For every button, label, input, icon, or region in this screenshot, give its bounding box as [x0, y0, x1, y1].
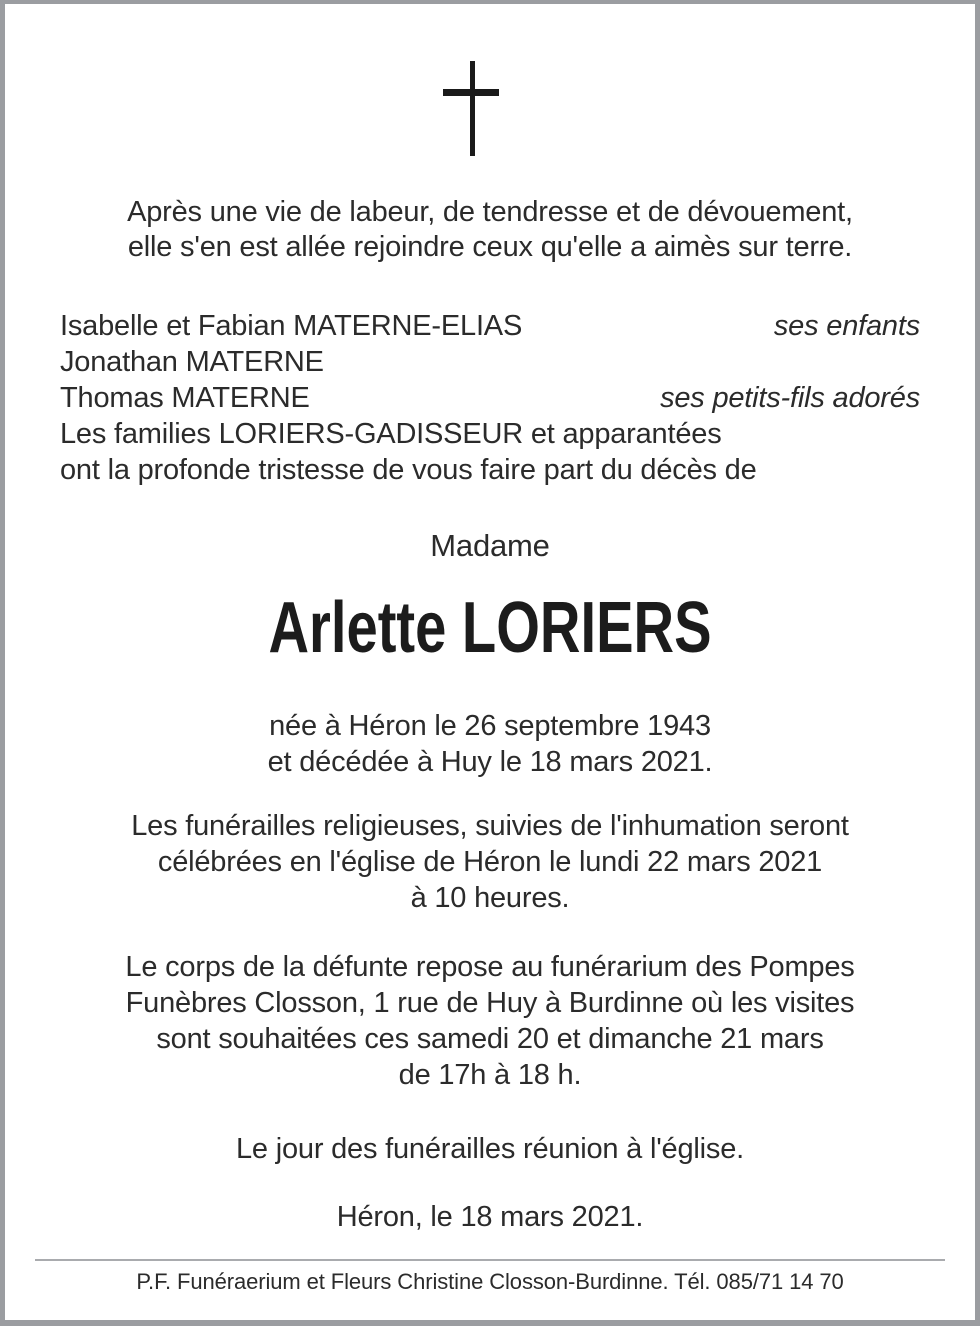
- family-relation-label: ses enfants: [773, 310, 920, 342]
- repose-paragraph: [5, 949, 975, 1093]
- birth-line: née à Héron le 26 septembre 1943: [269, 710, 711, 742]
- ceremony-line-1: Les funérailles religieuses, suivies de l'inhumation seront: [131, 810, 849, 842]
- family-list: [60, 308, 920, 488]
- intro-line-2: elle s'en est allée rejoindre ceux qu'elle a aimès sur terre.: [127, 231, 853, 263]
- cross-horizontal-bar: [443, 89, 499, 96]
- family-member-names: Jonathan MATERNE: [60, 346, 324, 378]
- cross-vertical-bar: [470, 61, 475, 156]
- ceremony-paragraph: [5, 808, 975, 916]
- intro-paragraph: [5, 195, 975, 265]
- footer-divider: [35, 1259, 945, 1261]
- family-relation-label: ses petits-fils adorés: [660, 382, 920, 414]
- family-member-names: Thomas MATERNE: [60, 382, 310, 414]
- repose-line-1: Le corps de la défunte repose au funérarium des Pompes: [125, 951, 855, 983]
- cross-icon: [5, 61, 975, 156]
- honorific-title: Madame: [430, 528, 550, 563]
- intro-line-1: Après une vie de labeur, de tendresse et de dévouement,: [127, 196, 853, 228]
- family-member-names: Les families LORIERS-GADISSEUR et apparantées: [60, 418, 722, 450]
- family-row: [60, 380, 920, 416]
- family-member-names: Isabelle et Fabian MATERNE-ELIAS: [60, 310, 523, 342]
- ceremony-line-3: à 10 heures.: [410, 882, 570, 914]
- repose-line-4: de 17h à 18 h.: [398, 1059, 582, 1091]
- life-dates-paragraph: [5, 708, 975, 780]
- repose-line-2: Funèbres Closson, 1 rue de Huy à Burdinne où les visites: [125, 987, 855, 1019]
- funeral-home-footer: P.F. Funéraerium et Fleurs Christine Closson-Burdinne. Tél. 085/71 14 70: [136, 1269, 844, 1294]
- ceremony-line-2: célébrées en l'église de Héron le lundi 22 mars 2021: [157, 846, 823, 878]
- announcement-line: ont la profonde tristesse de vous faire part du décès de: [60, 454, 757, 486]
- family-row: [60, 308, 920, 344]
- death-line: et décédée à Huy le 18 mars 2021.: [267, 746, 713, 778]
- family-row: [60, 344, 920, 380]
- family-row: [60, 416, 920, 452]
- gathering-line: Le jour des funérailles réunion à l'église.: [236, 1133, 744, 1165]
- family-row: [60, 452, 920, 488]
- repose-line-3: sont souhaitées ces samedi 20 et dimanche 21 mars: [156, 1023, 824, 1055]
- deceased-name: Arlette LORIERS: [268, 588, 712, 668]
- place-dateline: Héron, le 18 mars 2021.: [336, 1201, 644, 1233]
